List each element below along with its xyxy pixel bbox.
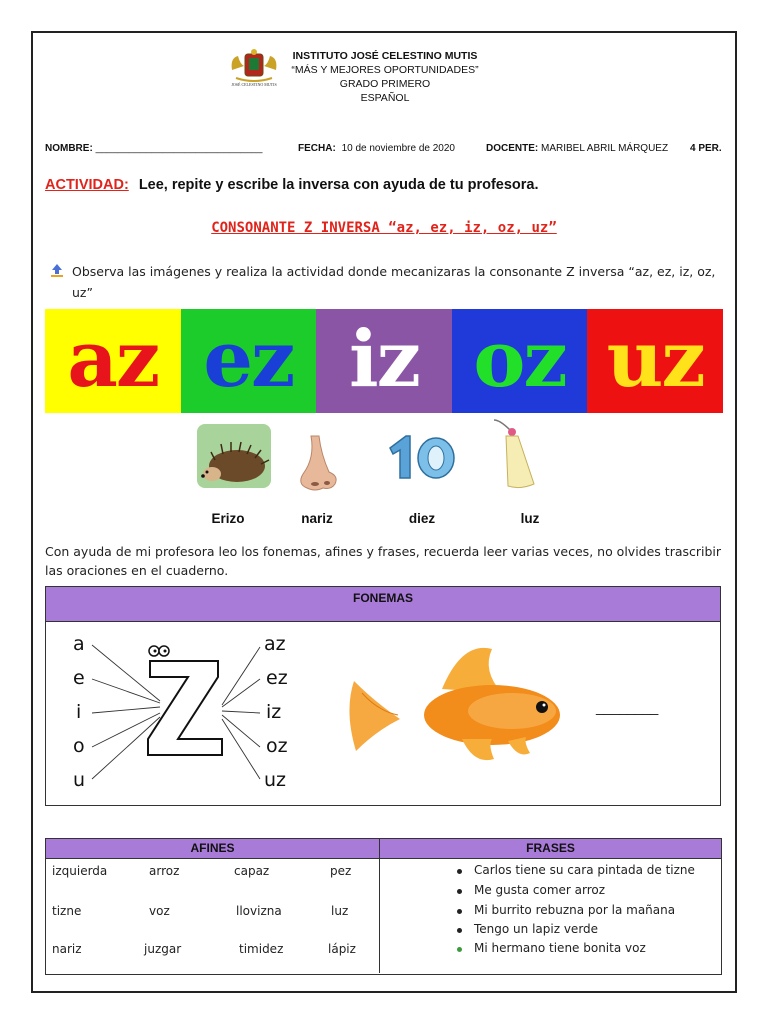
banner-cell-iz: [316, 309, 452, 413]
afin-word: izquierda: [52, 864, 108, 878]
number-ten-icon: [384, 430, 464, 486]
picture-label-luz: luz: [520, 511, 540, 526]
lamp-icon: [488, 418, 548, 492]
school-motto: “MÁS Y MEJORES OPORTUNIDADES”: [291, 64, 479, 76]
banner-cell-ez: [181, 309, 317, 413]
vowel-u: u: [73, 769, 86, 791]
name-field[interactable]: [45, 143, 262, 154]
frase-item: Carlos tiene su cara pintada de tizne: [474, 863, 695, 877]
afin-word: luz: [331, 904, 349, 918]
school-header: [260, 49, 510, 105]
banner-syllable: uz: [606, 314, 704, 405]
lesson-subtitle: CONSONANTE Z INVERSA “az, ez, iz, oz, uz”: [211, 220, 557, 236]
vowel-i: i: [76, 701, 82, 723]
vowel-e: e: [73, 667, 85, 689]
syllable-oz: oz: [266, 735, 288, 757]
teacher-field: [486, 143, 668, 154]
fonemas-section: [45, 586, 721, 806]
picture-label-erizo: Erizo: [211, 511, 245, 526]
vowel-o: o: [73, 735, 85, 757]
hedgehog-icon: [195, 418, 275, 496]
frases-title: FRASES: [380, 839, 721, 859]
arrow-bullet-icon: [50, 263, 64, 277]
banner-cell-az: [45, 309, 181, 413]
teacher-value: MARIBEL ABRIL MÁRQUEZ: [541, 143, 669, 154]
afin-word: tizne: [52, 904, 82, 918]
teacher-label: DOCENTE:: [486, 143, 539, 154]
picture-label-diez: diez: [408, 511, 436, 526]
afines-column: [46, 839, 379, 859]
afin-word: llovizna: [236, 904, 282, 918]
syllable-az: az: [264, 633, 286, 655]
syllable-ez: ez: [266, 667, 288, 689]
afines-title: AFINES: [46, 839, 379, 859]
afin-word: arroz: [149, 864, 180, 878]
frase-item: Me gusta comer arroz: [474, 883, 606, 897]
frase-item: Mi burrito rebuzna por la mañana: [474, 903, 676, 917]
banner-syllable: oz: [473, 314, 566, 405]
activity-text: Lee, repite y escribe la inversa con ayuda de tu profesora.: [138, 177, 539, 193]
afin-word: lápiz: [328, 942, 356, 956]
banner-cell-oz: [452, 309, 588, 413]
fonemas-title: FONEMAS: [46, 587, 720, 622]
afin-word: voz: [149, 904, 170, 918]
date-value: 10 de noviembre de 2020: [341, 143, 455, 154]
banner-syllable: ez: [203, 314, 294, 405]
instructions-paragraph: Con ayuda de mi profesora leo los fonemas, afines y frases, recuerda leer varias veces, no olvides trascribir las oraciones en el cuaderno.: [45, 544, 722, 578]
afin-word: timidez: [239, 942, 284, 956]
afin-word: capaz: [234, 864, 270, 878]
bullet-dot: [457, 928, 462, 933]
period: 4 PER.: [690, 143, 722, 154]
afin-word: nariz: [52, 942, 82, 956]
banner-cell-uz: [587, 309, 723, 413]
activity-line: [45, 177, 539, 193]
bullet-dot: [457, 909, 462, 914]
instruction-text: Observa las imágenes y realiza la actividad donde mecanizaras la consonante Z inversa “az, ez, iz, oz, uz”: [72, 264, 716, 300]
frase-item: Mi hermano tiene bonita voz: [474, 941, 646, 955]
svg-text:JOSÉ CELESTINO MUTIS: JOSÉ CELESTINO MUTIS: [231, 82, 277, 87]
letter-z-icon: [148, 661, 222, 755]
syllable-uz: uz: [264, 769, 287, 791]
picture-label-nariz: nariz: [301, 511, 333, 526]
bullet-dot: [457, 889, 462, 894]
syllable-banner: [45, 309, 723, 413]
answer-blank[interactable]: ________: [596, 699, 659, 715]
syllable-iz: iz: [266, 701, 282, 723]
frase-item: Tengo un lapiz verde: [474, 922, 599, 936]
afin-word: juzgar: [144, 942, 182, 956]
name-blank: ______________________________: [95, 143, 263, 154]
banner-syllable: az: [67, 314, 159, 405]
institution-name: INSTITUTO JOSÉ CELESTINO MUTIS: [292, 50, 478, 62]
activity-label: ACTIVIDAD:: [45, 177, 129, 193]
bullet-dot: [457, 947, 462, 952]
instruction: [72, 261, 732, 303]
name-label: NOMBRE:: [45, 143, 93, 154]
date-field: [298, 143, 455, 154]
afin-word: pez: [330, 864, 352, 878]
bullet-dot: [457, 869, 462, 874]
banner-syllable: iz: [349, 314, 419, 405]
vowel-a: a: [73, 633, 85, 655]
nose-icon: [293, 434, 343, 496]
grade: GRADO PRIMERO: [339, 78, 431, 90]
goldfish-icon: [342, 641, 572, 771]
afines-frases-table: [45, 838, 722, 975]
subject: ESPAÑOL: [360, 92, 410, 104]
date-label: FECHA:: [298, 143, 336, 154]
